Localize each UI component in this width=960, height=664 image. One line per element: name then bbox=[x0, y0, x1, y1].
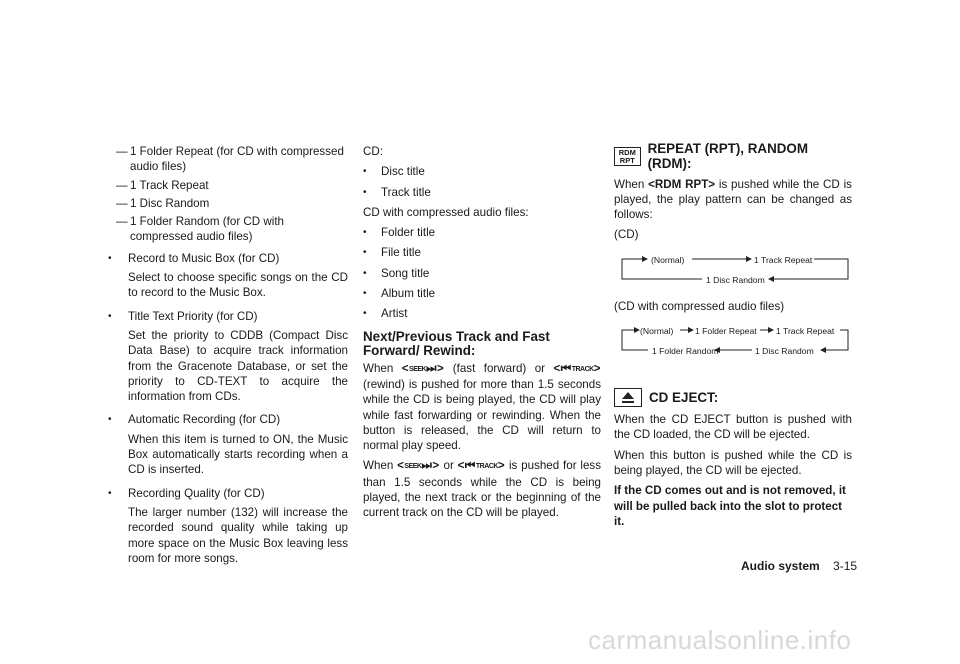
dash-text: 1 Disc Random bbox=[130, 196, 210, 210]
seek-button-label: <SEEK⏭> bbox=[397, 459, 440, 473]
dash-text: 1 Track Repeat bbox=[130, 178, 209, 192]
bullet-title: • Title Text Priority (for CD) bbox=[108, 309, 348, 324]
dash-text: 1 Folder Repeat (for CD with compressed audio files) bbox=[130, 145, 344, 174]
diagram-label: 1 Track Repeat bbox=[754, 254, 813, 265]
track-button-label: <⏮TRACK> bbox=[553, 361, 601, 375]
column-left bbox=[108, 144, 348, 571]
warning-paragraph: If the CD comes out and is not removed, it will be pulled back into the slot to protect it. bbox=[614, 484, 846, 528]
dash-mark: — bbox=[116, 196, 128, 210]
bullet-title: • Record to Music Box (for CD) bbox=[108, 251, 348, 266]
rdm-button-label: <RDM RPT> bbox=[648, 177, 716, 191]
diagram-label: (Normal) bbox=[640, 326, 674, 337]
paragraph: When <RDM RPT> is pushed while the CD is played, the play pattern can be changed as follows: bbox=[614, 177, 852, 222]
cd-play-pattern-diagram bbox=[614, 249, 852, 289]
list-item bbox=[108, 144, 348, 175]
column-right bbox=[614, 141, 852, 534]
list-item: • Disc title bbox=[363, 164, 601, 179]
diagram-label: (Normal) bbox=[651, 254, 685, 265]
list-item: • Folder title bbox=[363, 225, 601, 240]
list-item: • Song title bbox=[363, 266, 601, 281]
compressed-label: CD with compressed audio files: bbox=[363, 205, 529, 219]
cd-label: (CD) bbox=[614, 228, 639, 242]
list-item: • Track title bbox=[363, 185, 601, 200]
paragraph: When this button is pushed while the CD is being played, the CD will be ejected. bbox=[614, 448, 852, 477]
dash-mark: — bbox=[116, 215, 128, 229]
paragraph: When the CD EJECT button is pushed with the CD loaded, the CD will be ejected. bbox=[614, 413, 852, 442]
rdm-rpt-icon: RDM RPT bbox=[614, 147, 641, 166]
footer-section: Audio system bbox=[741, 559, 820, 573]
page-footer bbox=[741, 559, 857, 573]
list-item: • Album title bbox=[363, 286, 601, 301]
compressed-label: (CD with compressed audio files) bbox=[614, 299, 785, 313]
diagram-label: 1 Disc Random bbox=[706, 274, 765, 285]
list-item: • Artist bbox=[363, 306, 601, 321]
list-item: • File title bbox=[363, 245, 601, 260]
watermark: carmanualsonline.info bbox=[588, 625, 852, 655]
bullet-title: • Recording Quality (for CD) bbox=[108, 486, 348, 501]
diagram-label: 1 Disc Random bbox=[755, 346, 814, 357]
cd-eject-heading: CD EJECT: bbox=[614, 388, 852, 407]
dash-mark: — bbox=[116, 145, 128, 158]
bullet-body: The larger number (132) will increase the recorded sound quality while taking up more space on the Music Box leaving less room for more songs. bbox=[128, 505, 348, 565]
list-item bbox=[108, 196, 348, 211]
bullet-body: When this item is turned to ON, the Music Box automatically starts recording when a CD is inserted. bbox=[128, 432, 348, 477]
bullet-body: Set the priority to CDDB (Compact Disc Data Base) to acquire track information from the Gracenote Database, or set the priority to CD-TEXT to acquire the information from CDs. bbox=[128, 328, 348, 404]
list-item bbox=[108, 214, 348, 245]
paragraph: When <SEEK⏭> (fast forward) or <⏮TRACK> (rewind) is pushed for more than 1.5 seconds while the CD is being played, the CD will play while fast forwarding or rewinding. When the button is released, the CD will return to normal play speed. bbox=[363, 361, 601, 453]
page-number: 3-15 bbox=[833, 559, 858, 573]
paragraph: When <SEEK⏭> or <⏮TRACK> is pushed for less than 1.5 seconds while the CD is being played, the next track or the beginning of the current track on the CD will be played. bbox=[363, 459, 601, 520]
bullet-title: • Automatic Recording (for CD) bbox=[108, 412, 348, 427]
cd-label: CD: bbox=[363, 145, 383, 158]
diagram-label: 1 Folder Random bbox=[652, 346, 719, 357]
eject-icon bbox=[614, 388, 642, 407]
section-heading: Next/Previous Track and Fast Forward/ Rewind: bbox=[363, 328, 550, 358]
dash-text: 1 Folder Random (for CD with compressed audio files) bbox=[130, 215, 284, 244]
repeat-random-heading: RDM RPT REPEAT (RPT), RANDOM (RDM): bbox=[614, 141, 852, 172]
compressed-play-pattern-diagram bbox=[614, 320, 852, 360]
seek-button-label: <SEEK⏭> bbox=[401, 361, 445, 375]
dash-mark: — bbox=[116, 178, 128, 192]
diagram-label: 1 Track Repeat bbox=[776, 326, 835, 337]
track-button-label: <⏮TRACK> bbox=[457, 459, 506, 473]
diagram-label: 1 Folder Repeat bbox=[695, 326, 757, 337]
column-middle bbox=[363, 144, 601, 526]
bullet-body: Select to choose specific songs on the CD to record to the Music Box. bbox=[128, 271, 348, 300]
list-item bbox=[108, 178, 348, 193]
